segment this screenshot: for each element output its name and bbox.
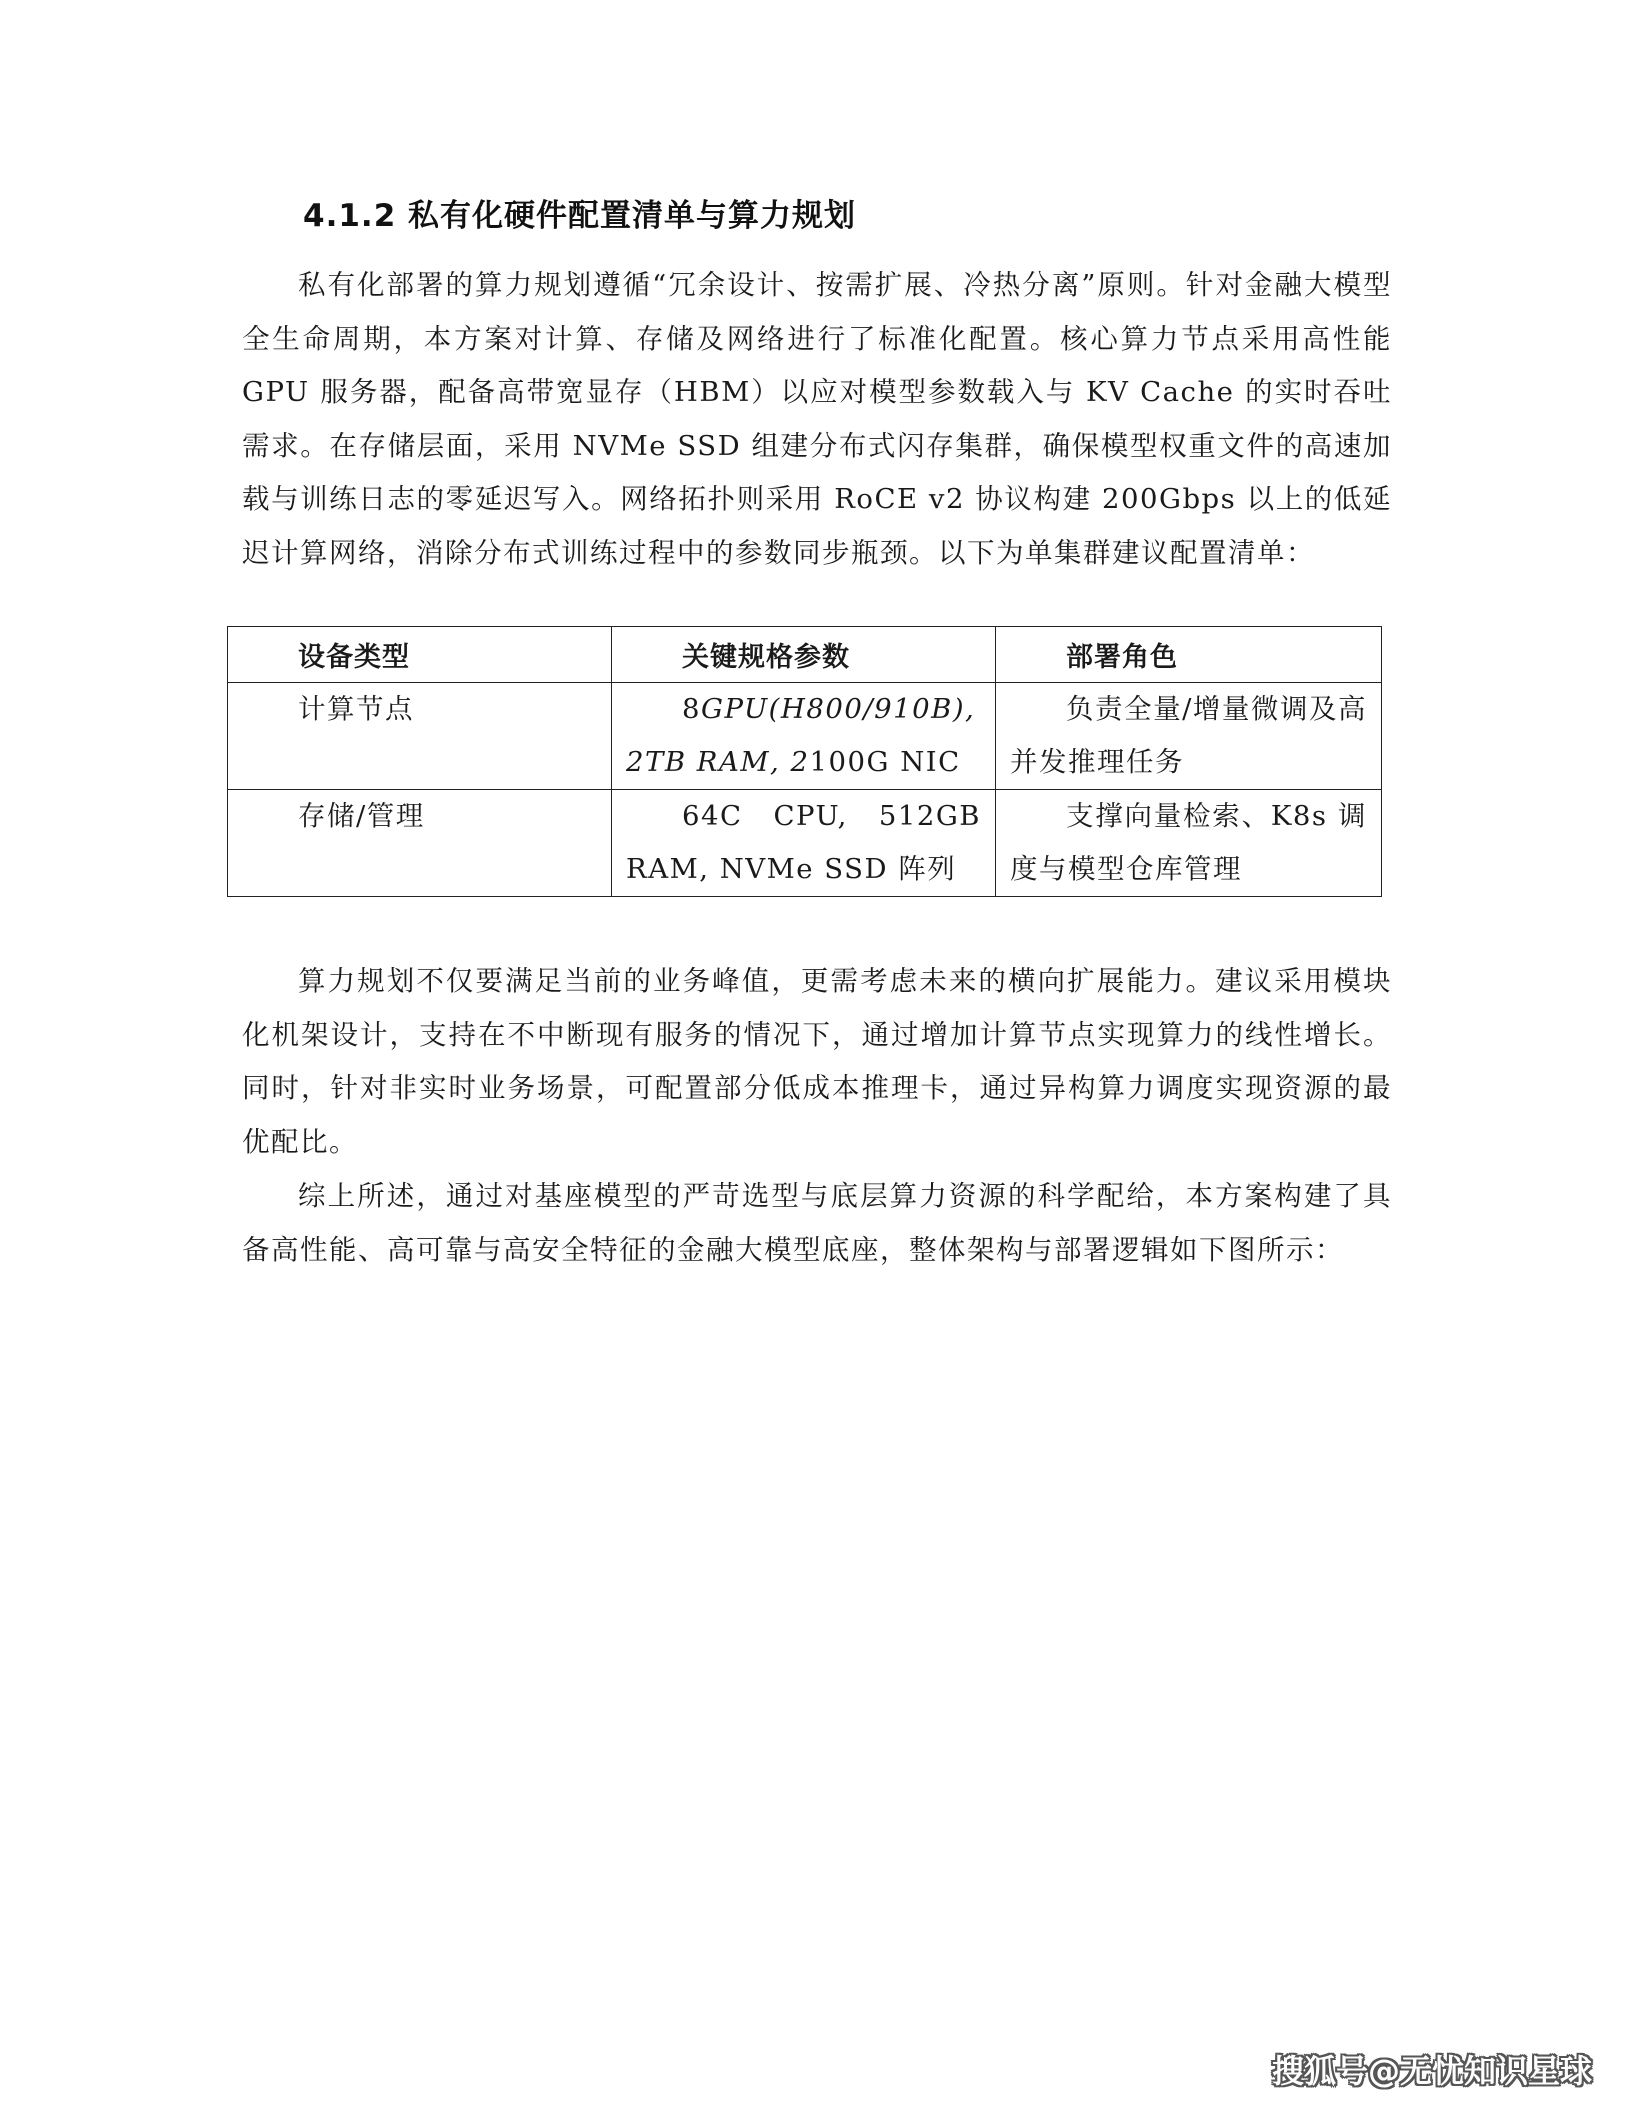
- intro-paragraph: 私有化部署的算力规划遵循“冗余设计、按需扩展、冷热分离”原则。针对金融大模型全生命周期，本方案对计算、存储及网络进行了标准化配置。核心算力节点采用高性能 GPU 服务器，配备高带宽显存（HBM）以应对模型参数载入与 KV Cache 的实时吞吐需求。在存储层面，采用 NVMe SSD 组建分布式闪存集群，确保模型权重文件的高速加载与训练日志的零延迟写入。网络拓扑则采用 RoCE v2 协议构建 200Gbps 以上的低延迟计算网络，消除分布式训练过程中的参数同步瓶颈。以下为单集群建议配置清单：: [242, 269, 1392, 569]
- header-key-specs: 关键规格参数: [612, 627, 996, 683]
- cell-text: 负责全量/增量微调及高并发推理任务: [1010, 693, 1367, 778]
- cell-text: 64C CPU, 512GB RAM, NVMe SSD 阵列: [626, 800, 981, 885]
- table-row: [228, 683, 1382, 790]
- table-cell-role: [996, 790, 1382, 897]
- header-device-type: 设备类型: [228, 627, 612, 683]
- cell-text: 支撑向量检索、K8s 调度与模型仓库管理: [1010, 800, 1367, 885]
- table-cell-role: [996, 683, 1382, 790]
- spec-gpu-model: GPU(H800/910B),: [701, 693, 976, 725]
- header-deploy-role: 部署角色: [996, 627, 1382, 683]
- spec-ram: 2TB RAM, 2: [626, 746, 810, 778]
- cell-text: 存储/管理: [298, 800, 425, 832]
- table-cell-spec: [612, 683, 996, 790]
- section-heading: 4.1.2 私有化硬件配置清单与算力规划: [303, 198, 857, 234]
- table-cell-type: [228, 790, 612, 897]
- summary-paragraph: 综上所述，通过对基座模型的严苛选型与底层算力资源的科学配给，本方案构建了具备高性能、高可靠与高安全特征的金融大模型底座，整体架构与部署逻辑如下图所示：: [242, 1180, 1392, 1266]
- watermark-text: 搜狐号@无忧知识星球: [1271, 2052, 1592, 2090]
- scaling-paragraph: 算力规划不仅要满足当前的业务峰值，更需考虑未来的横向扩展能力。建议采用模块化机架设计，支持在不中断现有服务的情况下，通过增加计算节点实现算力的线性增长。同时，针对非实时业务场景，可配置部分低成本推理卡，通过异构算力调度实现资源的最优配比。: [242, 965, 1392, 1158]
- spec-gpu-count: 8: [682, 693, 701, 725]
- table-cell-spec: [612, 790, 996, 897]
- hardware-config-table: [227, 626, 1382, 897]
- cell-text: [612, 683, 995, 789]
- table-row: [228, 790, 1382, 897]
- cell-text: 计算节点: [298, 693, 414, 725]
- spec-nic: 100G NIC: [809, 746, 961, 778]
- table-header-row: [228, 627, 1382, 683]
- table-cell-type: [228, 683, 612, 790]
